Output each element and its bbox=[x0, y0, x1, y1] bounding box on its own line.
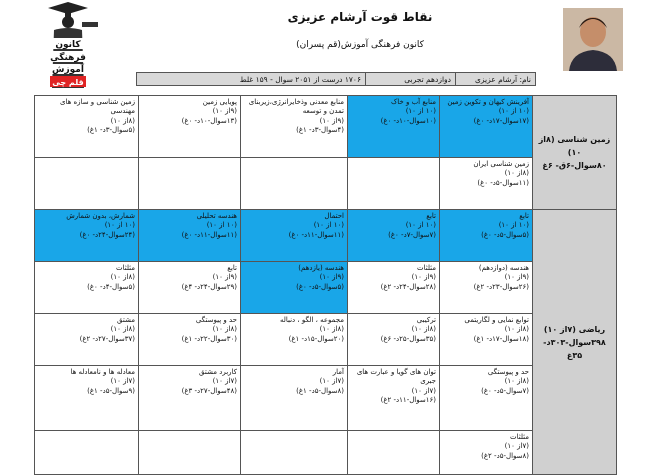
topic-cell bbox=[440, 158, 533, 210]
topic-score: (۱۰ از ۱۰) bbox=[405, 107, 436, 116]
logo-word-3: آموزش bbox=[52, 65, 84, 75]
topic-title: معادله ها و نامعادله ها bbox=[70, 368, 135, 376]
topic-cell bbox=[35, 314, 139, 366]
topic-cell bbox=[440, 210, 533, 262]
topic-title: توان های گویا و عبارت های جبری bbox=[356, 368, 436, 386]
topic-stats: (۸سوال-۵د- ۲غ) bbox=[481, 451, 529, 460]
topic-score: (۸از ۱۰) bbox=[212, 325, 237, 334]
topic-score: (۹از ۱۰) bbox=[319, 116, 344, 125]
logo bbox=[32, 2, 102, 92]
topic-stats: (۳۷سوال-۲۷د- ۲غ) bbox=[79, 334, 135, 343]
topic-stats: (۲۴سوال-۲۴د- ۰غ) bbox=[79, 230, 135, 239]
topic-cell bbox=[35, 96, 139, 158]
topic-cell bbox=[348, 431, 440, 475]
topic-score: (۱۰ از ۱۰) bbox=[405, 221, 436, 230]
topic-cell bbox=[139, 210, 241, 262]
table-row bbox=[35, 366, 617, 431]
topic-stats: (۲۰سوال-۱۵د- ۱غ) bbox=[288, 334, 344, 343]
topic-cell bbox=[440, 96, 533, 158]
topic-cell bbox=[241, 210, 348, 262]
topic-score: (۹از ۱۰) bbox=[411, 273, 436, 282]
topic-title: مثلثات bbox=[416, 264, 436, 272]
topic-score: (۸از ۱۰) bbox=[319, 325, 344, 334]
topic-score: (۸از ۱۰) bbox=[110, 273, 135, 282]
table-row bbox=[35, 158, 617, 210]
topic-stats: (۱۳سوال-۱۰د- ۰غ) bbox=[181, 116, 237, 125]
topic-cell bbox=[348, 96, 440, 158]
topic-title: پویایی زمین bbox=[202, 98, 237, 106]
student-photo bbox=[563, 8, 623, 71]
topic-title: زمین شناسی ایران bbox=[473, 160, 529, 168]
topic-score: (۱۰ از ۱۰) bbox=[498, 221, 529, 230]
topic-stats: (۵سوال-۳د- ۱غ) bbox=[87, 126, 135, 135]
topic-cell bbox=[440, 366, 533, 431]
topic-stats: (۱۰سوال-۱۰د- ۰غ) bbox=[380, 116, 436, 125]
graduate-logo-icon bbox=[32, 2, 102, 92]
topic-score: (۱۰ از ۱۰) bbox=[498, 107, 529, 116]
topic-title: مجموعه ، الگو ، دنباله bbox=[279, 316, 344, 324]
topic-stats: (۸سوال-۵د- ۱غ) bbox=[296, 386, 344, 395]
topic-title: تابع bbox=[519, 212, 529, 220]
topic-score: (۷از ۱۰) bbox=[212, 377, 237, 386]
topic-title: مثلثات bbox=[115, 264, 135, 272]
topic-score: (۹از ۱۰) bbox=[212, 273, 237, 282]
topic-score: (۷از ۱۰) bbox=[319, 377, 344, 386]
table-row bbox=[35, 96, 617, 158]
topic-title: آفرینش کیهان و تکوین زمین bbox=[447, 98, 529, 106]
topic-stats: (۱۷سوال-۱۷د- ۰غ) bbox=[473, 116, 529, 125]
topic-score: (۷از ۱۰) bbox=[411, 386, 436, 395]
topic-stats: (۱۶سوال-۱۱د- ۲غ) bbox=[380, 396, 436, 405]
topic-cell bbox=[241, 96, 348, 158]
topic-title: مشتق bbox=[117, 316, 135, 324]
topic-cell bbox=[139, 314, 241, 366]
topic-stats: (۴۸سوال-۲۷د- ۳غ) bbox=[181, 386, 237, 395]
topic-score: (۱۰ از ۱۰) bbox=[206, 221, 237, 230]
topic-cell bbox=[440, 262, 533, 314]
topic-score: (۹از ۱۰) bbox=[212, 107, 237, 116]
page-title: نقاط قوت آرشام عزیزی bbox=[287, 10, 433, 24]
topic-cell bbox=[139, 158, 241, 210]
topic-stats: (۳۵سوال-۲۵د- ۶غ) bbox=[380, 334, 436, 343]
topic-title: زمین شناسی و سازه های مهندسی bbox=[59, 98, 135, 116]
topic-score: (۱۰ از ۱۰) bbox=[313, 221, 344, 230]
topic-score: (۸از ۱۰) bbox=[504, 377, 529, 386]
topic-cell bbox=[440, 431, 533, 475]
topic-cell bbox=[241, 431, 348, 475]
topic-cell bbox=[35, 262, 139, 314]
topic-title: احتمال bbox=[324, 212, 344, 220]
topic-stats: (۵سوال-۵د- ۰غ) bbox=[296, 282, 344, 291]
topic-score: (۸از ۱۰) bbox=[110, 325, 135, 334]
topic-score: (۷از ۱۰) bbox=[504, 442, 529, 451]
topic-score: (۸از ۱۰) bbox=[411, 325, 436, 334]
topic-cell bbox=[241, 366, 348, 431]
topic-stats: (۱۱سوال-۵د- ۰غ) bbox=[477, 178, 529, 187]
topic-score: (۷از ۱۰) bbox=[110, 377, 135, 386]
category-label: ریاضی (۷از ۱۰) ۳۹۸سوال-۳۰۳د- ۳۵غ bbox=[543, 324, 606, 360]
topic-cell bbox=[35, 366, 139, 431]
page-subtitle: کانون فرهنگی آموزش(قم پسران) bbox=[296, 40, 424, 50]
topic-cell bbox=[348, 210, 440, 262]
topic-cell bbox=[348, 158, 440, 210]
table-row bbox=[35, 431, 617, 475]
topic-stats: (۲۶سوال-۲۳د- ۲غ) bbox=[473, 282, 529, 291]
topic-title: شمارش، بدون شمارش bbox=[66, 212, 135, 220]
topic-title: توابع نمایی و لگاریتمی bbox=[464, 316, 529, 324]
student-avatar-icon bbox=[563, 8, 623, 71]
topic-cell bbox=[35, 210, 139, 262]
topic-title: حد و پیوستگی bbox=[195, 316, 237, 324]
topic-cell bbox=[35, 431, 139, 475]
strengths-table bbox=[34, 95, 617, 475]
topic-score: (۸از ۱۰) bbox=[504, 169, 529, 178]
table-row bbox=[35, 262, 617, 314]
student-grade: دوازدهم تجربی bbox=[366, 72, 456, 86]
topic-stats: (۱۱سوال-۱۱د- ۰غ) bbox=[288, 230, 344, 239]
topic-stats: (۴سوال-۳د- ۱غ) bbox=[296, 126, 344, 135]
topic-stats: (۵سوال-۴د- ۰غ) bbox=[87, 282, 135, 291]
topic-stats: (۱۱سوال-۱۱د- ۰غ) bbox=[181, 230, 237, 239]
topic-score: (۸از ۱۰) bbox=[504, 325, 529, 334]
topic-title: مثلثات bbox=[509, 433, 529, 441]
student-stats: ۱۷۰۶ درست از ۲۰۵۱ سوال - ۱۵۹ غلط bbox=[136, 72, 366, 86]
logo-word-1: کانون bbox=[55, 40, 81, 50]
topic-stats: (۳۰سوال-۲۲د- ۱غ) bbox=[181, 334, 237, 343]
topic-stats: (۷سوال-۷د- ۰غ) bbox=[388, 230, 436, 239]
topic-title: حد و پیوستگی bbox=[487, 368, 529, 376]
topic-title: منابع معدنی وذخایرانرژی،زیربنای تمدن و توسعه bbox=[248, 98, 344, 116]
topic-cell bbox=[241, 158, 348, 210]
topic-cell bbox=[348, 366, 440, 431]
topic-title: آمار bbox=[332, 368, 344, 376]
topic-cell bbox=[139, 96, 241, 158]
topic-cell bbox=[139, 262, 241, 314]
topic-cell bbox=[139, 431, 241, 475]
topic-title: هندسه (دوازدهم) bbox=[478, 264, 529, 272]
topic-score: (۹از ۱۰) bbox=[319, 273, 344, 282]
category-cell bbox=[533, 96, 617, 210]
topic-cell bbox=[241, 262, 348, 314]
topic-stats: (۵سوال-۵د- ۰غ) bbox=[481, 230, 529, 239]
topic-title: تابع bbox=[227, 264, 237, 272]
table-row bbox=[35, 314, 617, 366]
topic-title: هندسه (یازدهم) bbox=[298, 264, 344, 272]
category-cell bbox=[533, 210, 617, 475]
topic-stats: (۹سوال-۵د- ۱غ) bbox=[87, 386, 135, 395]
topic-title: کاربرد مشتق bbox=[199, 368, 237, 376]
category-label: زمین شناسی (۸از ۱۰) ۸۰سوال-۶ق- ۶غ bbox=[538, 135, 611, 170]
topic-cell bbox=[139, 366, 241, 431]
topic-score: (۹از ۱۰) bbox=[504, 273, 529, 282]
info-bar bbox=[136, 72, 536, 86]
topic-title: منابع آب و خاک bbox=[391, 98, 436, 106]
topic-title: هندسه تحلیلی bbox=[196, 212, 237, 220]
table-row bbox=[35, 210, 617, 262]
topic-cell bbox=[35, 158, 139, 210]
student-name: نام: آرشام عزیزی bbox=[456, 72, 536, 86]
topic-cell bbox=[348, 262, 440, 314]
topic-cell bbox=[241, 314, 348, 366]
logo-word-4: قلم چی bbox=[52, 78, 84, 87]
logo-word-2: فرهنگی bbox=[50, 53, 86, 63]
topic-title: ترکیبی bbox=[416, 316, 436, 324]
topic-stats: (۲۸سوال-۲۴د- ۲غ) bbox=[380, 282, 436, 291]
topic-cell bbox=[348, 314, 440, 366]
topic-stats: (۱۸سوال-۱۷د- ۱غ) bbox=[473, 334, 529, 343]
topic-stats: (۲۹سوال-۲۴د- ۴غ) bbox=[181, 282, 237, 291]
topic-title: تابع bbox=[426, 212, 436, 220]
topic-cell bbox=[440, 314, 533, 366]
topic-stats: (۷سوال-۵د- ۰غ) bbox=[481, 386, 529, 395]
topic-score: (۸از ۱۰) bbox=[110, 116, 135, 125]
topic-score: (۱۰ از ۱۰) bbox=[104, 221, 135, 230]
